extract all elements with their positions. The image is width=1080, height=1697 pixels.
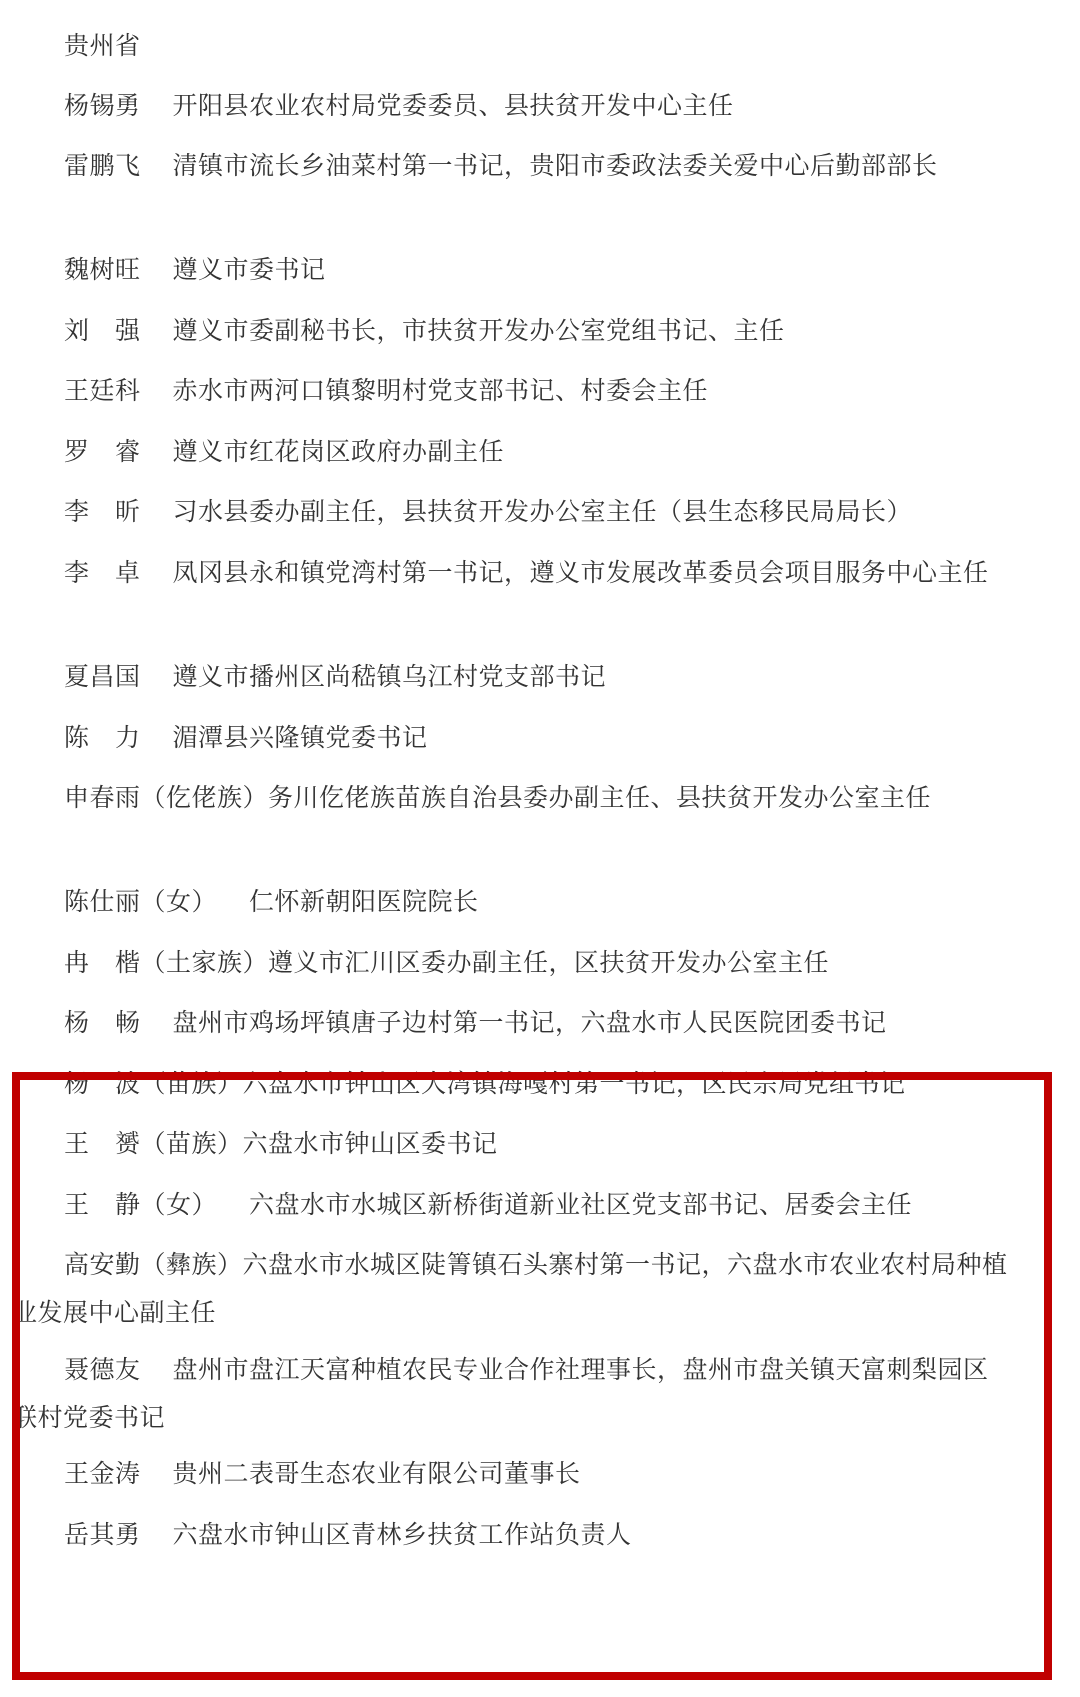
person-name: 王 赟（苗族）	[64, 1129, 243, 1158]
person-name: 陈仕丽（女）	[64, 887, 218, 916]
person-name: 岳其勇	[64, 1520, 141, 1549]
person-title: 六盘水市钟山区委书记	[242, 1129, 498, 1158]
person-name: 刘 强	[64, 316, 141, 345]
person-name: 魏树旺	[64, 255, 141, 284]
person-name: 夏昌国	[64, 662, 141, 691]
entry-paragraph	[12, 774, 1012, 822]
person-title: 务川仡佬族苗族自治县委办副主任、县扶贫开发办公室主任	[268, 783, 932, 812]
entry-paragraph	[12, 246, 1012, 294]
person-title: 六盘水市钟山区青林乡扶贫工作站负责人	[172, 1520, 632, 1549]
person-title: 盘州市鸡场坪镇唐子边村第一书记，六盘水市人民医院团委书记	[172, 1008, 887, 1037]
entry-paragraph	[12, 939, 1012, 987]
entry-paragraph	[12, 653, 1012, 701]
entry-paragraph	[12, 142, 1012, 190]
entry-paragraph	[12, 428, 1012, 476]
red-highlight-box	[12, 1072, 1052, 1680]
entry-paragraph	[12, 878, 1012, 926]
entry-paragraph	[12, 488, 1012, 536]
person-title: 遵义市委书记	[172, 255, 326, 284]
person-name: 杨 波（苗族）	[64, 1069, 243, 1098]
entry-paragraph	[12, 714, 1012, 762]
person-title: 遵义市播州区尚嵇镇乌江村党支部书记	[172, 662, 607, 691]
entry-paragraph	[12, 82, 1012, 130]
person-title: 仁怀新朝阳医院院长	[249, 887, 479, 916]
person-name: 李 昕	[64, 497, 141, 526]
entry-paragraph	[12, 307, 1012, 355]
person-title: 盘州市盘江天富种植农民专业合作社理事长，盘州市盘关镇天富刺梨园区联村党委书记	[12, 1355, 989, 1432]
person-name: 冉 楷（土家族）	[64, 948, 269, 977]
person-name: 申春雨（仡佬族）	[64, 783, 269, 812]
person-title: 遵义市红花岗区政府办副主任	[172, 437, 505, 466]
person-title: 六盘水市水城区新桥街道新业社区党支部书记、居委会主任	[249, 1190, 913, 1219]
person-title: 六盘水市水城区陡箐镇石头寨村第一书记，六盘水市农业农村局种植业发展中心副主任	[12, 1250, 1008, 1327]
person-name: 罗 睿	[64, 437, 141, 466]
person-name: 王 静（女）	[64, 1190, 218, 1219]
person-title: 遵义市委副秘书长，市扶贫开发办公室党组书记、主任	[172, 316, 785, 345]
person-title: 贵州二表哥生态农业有限公司董事长	[172, 1459, 581, 1488]
person-title: 开阳县农业农村局党委委员、县扶贫开发中心主任	[172, 91, 734, 120]
person-title: 六盘水市钟山区大湾镇海嘎村第一书记，区民宗局党组书记	[242, 1069, 906, 1098]
person-name: 王金涛	[64, 1459, 141, 1488]
entry-paragraph	[12, 549, 1012, 597]
person-name: 王廷科	[64, 376, 141, 405]
person-title: 凤冈县永和镇党湾村第一书记，遵义市发展改革委员会项目服务中心主任	[172, 558, 989, 587]
person-name: 雷鹏飞	[64, 151, 141, 180]
person-title: 清镇市流长乡油菜村第一书记，贵阳市委政法委关爱中心后勤部部长	[172, 151, 938, 180]
person-name: 高安勤（彝族）	[64, 1250, 243, 1279]
province-heading	[12, 22, 1012, 70]
person-title: 遵义市汇川区委办副主任，区扶贫开发办公室主任	[268, 948, 830, 977]
entry-paragraph	[12, 999, 1012, 1047]
person-title: 赤水市两河口镇黎明村党支部书记、村委会主任	[172, 376, 709, 405]
entry-paragraph	[12, 367, 1012, 415]
person-name: 杨锡勇	[64, 91, 141, 120]
person-name: 陈 力	[64, 723, 141, 752]
person-name: 聂德友	[64, 1355, 141, 1384]
person-name: 杨 畅	[64, 1008, 141, 1037]
person-name: 李 卓	[64, 558, 141, 587]
person-title: 习水县委办副主任，县扶贫开发办公室主任（县生态移民局局长）	[172, 497, 913, 526]
province-name: 贵州省	[64, 31, 141, 60]
person-title: 湄潭县兴隆镇党委书记	[172, 723, 428, 752]
